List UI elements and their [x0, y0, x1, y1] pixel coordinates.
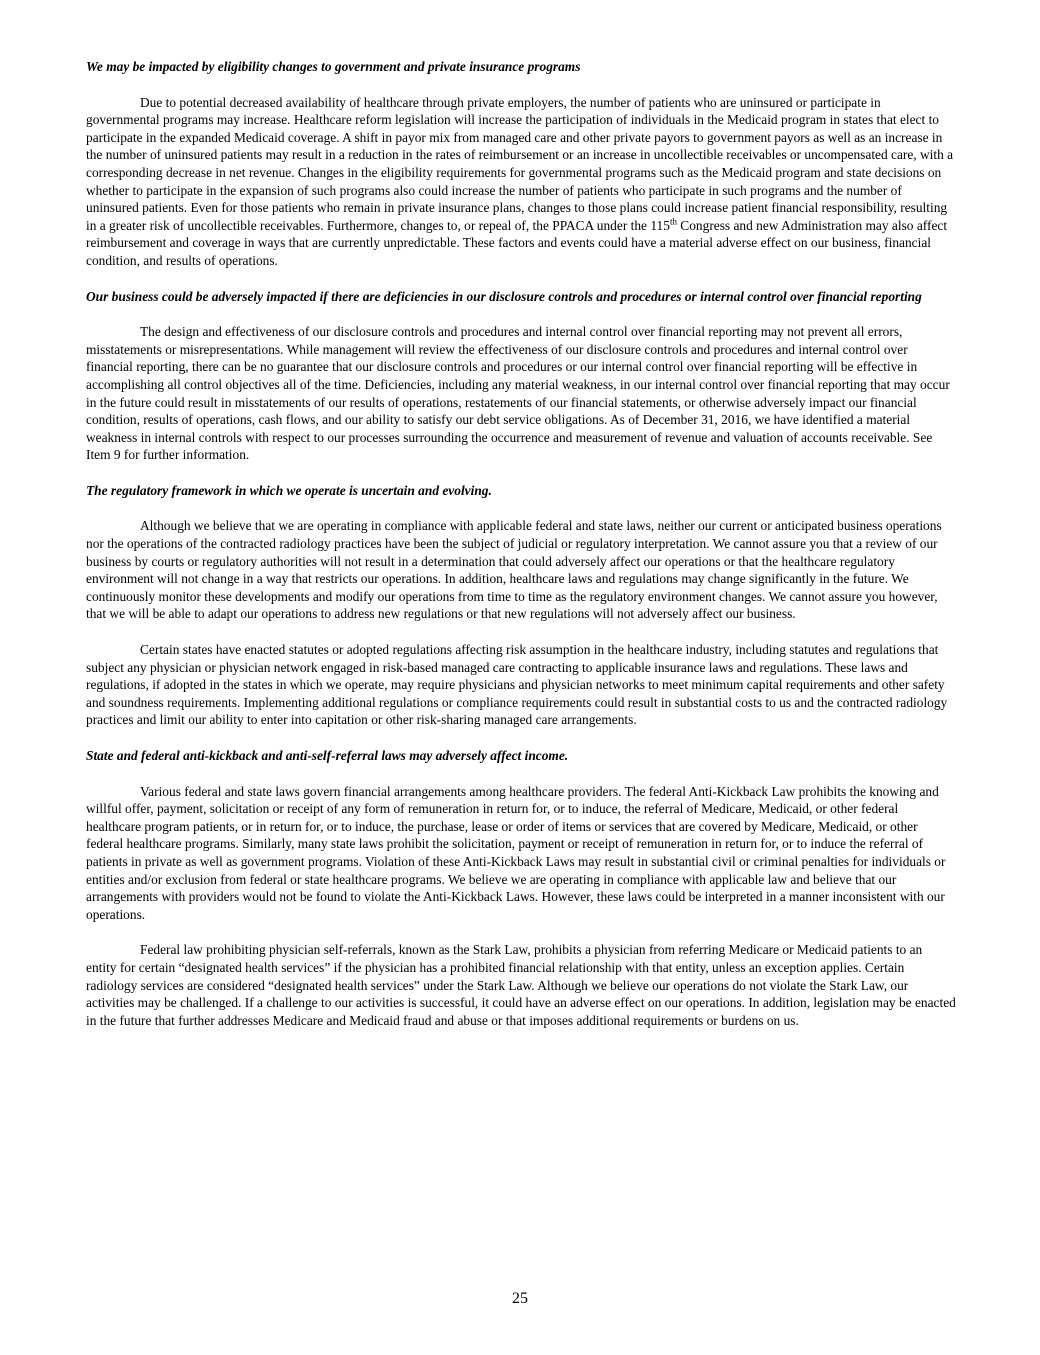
section-eligibility-changes	[86, 58, 956, 270]
paragraph-text: Due to potential decreased availability of healthcare through private employers, the number of patients who are uninsured or participate in governmental programs may increase. Healthcare reform legislation will increase the participation of individuals in the Medicaid program in states that elect to participate in the expanded Medicaid coverage. A shift in payor mix from managed care and other private payors to government payors as well as an increase in the number of uninsured patients may result in a reduction in the rates of reimbursement or an increase in uncollectible receivables or uncompensated care, with a corresponding decrease in net revenue. Changes in the eligibility requirements for governmental programs such as the Medicaid program and state decisions on whether to participate in the expansion of such programs also could increase the number of patients who participate in such programs and the number of uninsured patients. Even for those patients who remain in private insurance plans, changes to those plans could increase patient financial responsibility, resulting in a greater risk of uncollectible receivables. Furthermore, changes to, or repeal of, the PPACA under the 115	[86, 94, 954, 233]
section-anti-kickback	[86, 747, 956, 1029]
body-paragraph	[86, 94, 956, 270]
page-number: 25	[512, 1290, 528, 1307]
body-paragraph: Although we believe that we are operating in compliance with applicable federal and state laws, neither our current or anticipated business operations nor the operations of the contracted radiology practices have been the subject of judicial or regulatory interpretation. We cannot assure you that a review of our business by courts or regulatory authorities will not result in a determination that could adversely affect our operations or that the healthcare regulatory environment will not change in a way that restricts our operations. In addition, healthcare laws and regulations may change significantly in the future. We continuously monitor these developments and modify our operations from time to time as the regulatory environment changes. We cannot assure you however, that we will be able to adapt our operations to address new regulations or that new regulations will not adversely affect our business.	[86, 518, 942, 622]
superscript-ordinal: th	[669, 216, 677, 227]
section-regulatory-framework	[86, 482, 956, 729]
body-paragraph: Various federal and state laws govern financial arrangements among healthcare providers. The federal Anti-Kickback Law prohibits the knowing and willful offer, payment, solicitation or receipt of any form of remuneration in return for, or to induce, the referral of Medicare, Medicaid, or other federal healthcare program patients, or in return for, or to induce, the purchase, lease or order of items or services that are covered by Medicare, Medicaid, or other federal healthcare programs. Similarly, many state laws prohibit the solicitation, payment or receipt of remuneration in return for, or to induce the referral of patients in private as well as government programs. Violation of these Anti-Kickback Laws may result in substantial civil or criminal penalties for individuals or entities and/or exclusion from federal or state healthcare programs. We believe we are operating in compliance with applicable law and believe that our arrangements with providers would not be found to violate the Anti-Kickback Laws. However, these laws could be interpreted in a manner inconsistent with our operations.	[86, 783, 946, 922]
body-paragraph: Federal law prohibiting physician self-referrals, known as the Stark Law, prohibits a physician from referring Medicare or Medicaid patients to an entity for certain “designated health services” if the physician has a prohibited financial relationship with that entity, unless an exception applies. Certain radiology services are considered “designated health services” under the Stark Law. Although we believe our operations do not violate the Stark Law, our activities may be challenged. If a challenge to our activities is successful, it could have an adverse effect on our operations. In addition, legislation may be enacted in the future that further addresses Medicare and Medicaid fraud and abuse or that imposes additional requirements or burdens on us.	[86, 942, 956, 1028]
section-heading: We may be impacted by eligibility changes to government and private insurance programs	[86, 59, 581, 74]
paragraph-text-continued: Congress and new Administration may also affect reimbursement and coverage in ways that are currently unpredictable. These factors and events could have a material adverse effect on our business, financial condition, and results of operations.	[86, 217, 948, 268]
section-disclosure-controls	[86, 288, 956, 464]
section-heading: The regulatory framework in which we operate is uncertain and evolving.	[86, 482, 492, 498]
document-page	[86, 58, 956, 1047]
body-paragraph: The design and effectiveness of our disclosure controls and procedures and internal control over financial reporting may not prevent all errors, misstatements or misrepresentations. While management will review the effectiveness of our disclosure controls and procedures and internal control over financial reporting, there can be no guarantee that our disclosure controls and procedures or our internal control over financial reporting will be effective in accomplishing all control objectives all of the time. Deficiencies, including any material weakness, in our internal control over financial reporting that may occur in the future could result in misstatements of our results of operations, restatements of our financial statements, or otherwise adversely impact our financial condition, results of operations, cash flows, and our ability to satisfy our debt service obligations. As of December 31, 2016, we have identified a material weakness in internal controls with respect to our processes surrounding the occurrence and measurement of revenue and valuation of accounts receivable. See Item 9 for further information.	[86, 324, 950, 463]
body-paragraph: Certain states have enacted statutes or adopted regulations affecting risk assumption in the healthcare industry, including statutes and regulations that subject any physician or physician network engaged in risk-based managed care contracting to applicable insurance laws and regulations. These laws and regulations, if adopted in the states in which we operate, may require physicians and physician networks to meet minimum capital requirements and other safety and soundness requirements. Implementing additional regulations or compliance requirements could result in substantial costs to us and the contracted radiology practices and limit our ability to enter into capitation or other risk-sharing managed care arrangements.	[86, 642, 948, 728]
section-heading: State and federal anti-kickback and anti-self-referral laws may adversely affect income.	[86, 748, 569, 763]
section-heading: Our business could be adversely impacted if there are deficiencies in our disclosure controls and procedures or internal control over financial reporting	[86, 288, 922, 304]
